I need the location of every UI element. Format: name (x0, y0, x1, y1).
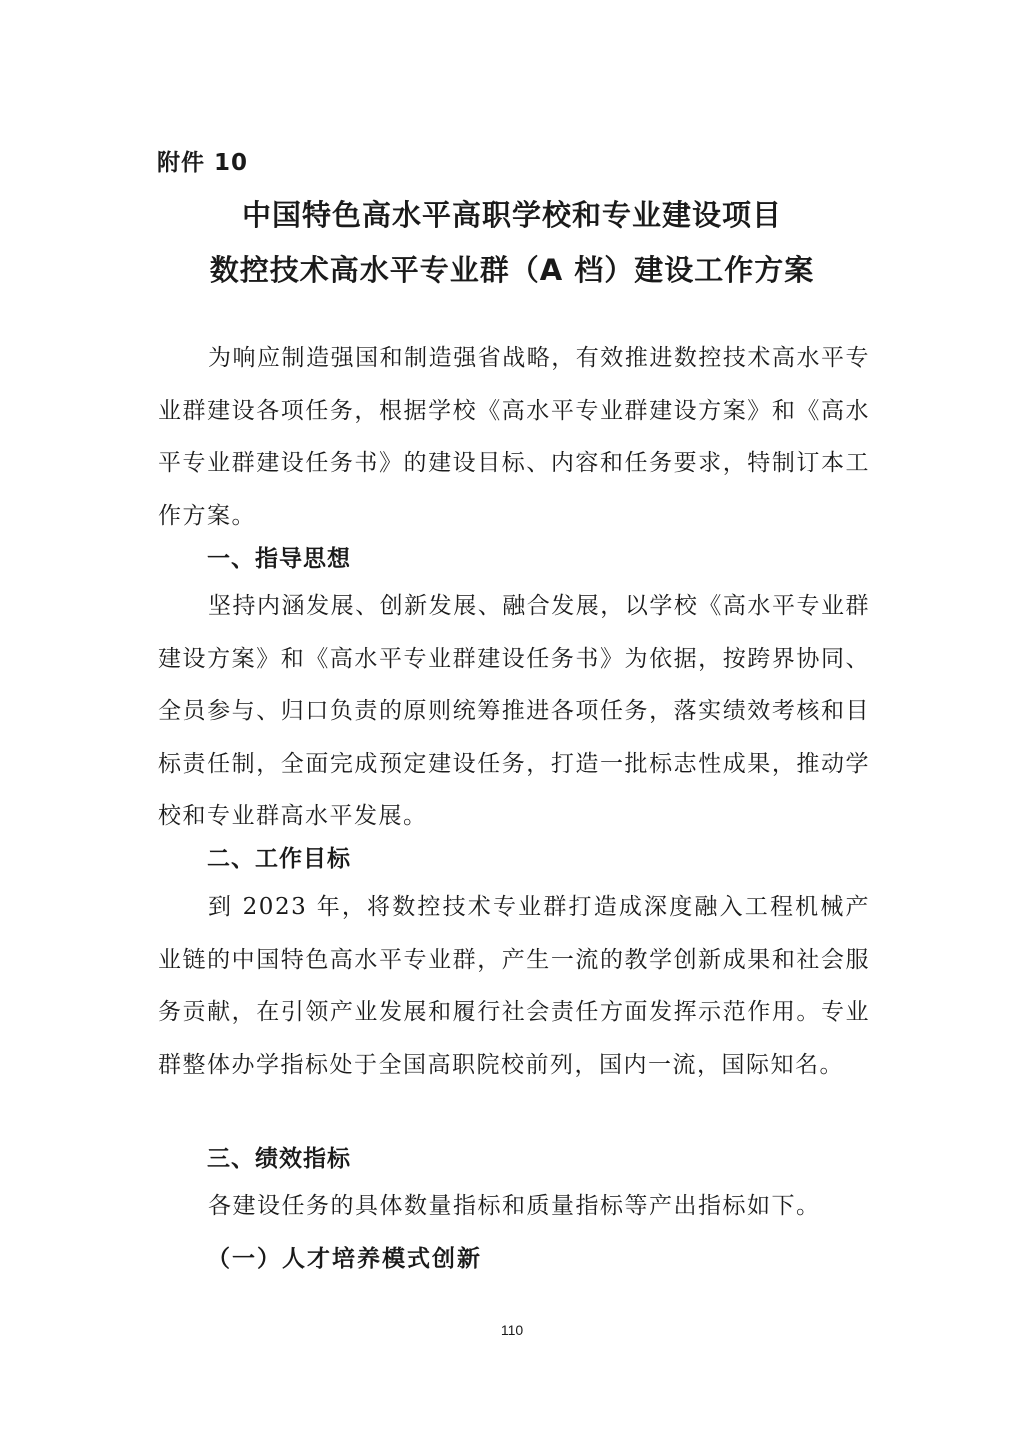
subsection-heading-talent-training: （一）人才培养模式创新 (207, 1245, 482, 1272)
section-heading-work-goals: 二、工作目标 (207, 846, 351, 872)
section-heading-performance-indicators: 三、绩效指标 (207, 1146, 351, 1172)
intro-paragraph: 为响应制造强国和制造强省战略，有效推进数控技术高水平专业群建设各项任务，根据学校《高水平专业群建设方案》和《高水平专业群建设任务书》的建设目标、内容和任务要求，特制订本工作方案。 (158, 345, 870, 529)
section-heading-guiding-ideology: 一、指导思想 (207, 546, 351, 572)
section-body-guiding-ideology: 坚持内涵发展、创新发展、融合发展，以学校《高水平专业群建设方案》和《高水平专业群建设任务书》为依据，按跨界协同、全员参与、归口负责的原则统筹推进各项任务，落实绩效考核和目标责任制，全面完成预定建设任务，打造一批标志性成果，推动学校和专业群高水平发展。 (158, 593, 870, 829)
document-title-line-1: 中国特色高水平高职学校和专业建设项目 (241, 198, 782, 232)
page-number: 110 (500, 1322, 524, 1338)
section-body-performance-indicators: 各建设任务的具体数量指标和质量指标等产出指标如下。 (208, 1193, 821, 1219)
attachment-label: 附件 10 (157, 150, 249, 176)
section-body-work-goals: 到 2023 年，将数控技术专业群打造成深度融入工程机械产业链的中国特色高水平专业群，产生一流的教学创新成果和社会服务贡献，在引领产业发展和履行社会责任方面发挥示范作用。专业群整体办学指标处于全国高职院校前列，国内一流，国际知名。 (158, 894, 870, 1078)
document-title-line-2: 数控技术高水平专业群（A 档）建设工作方案 (209, 253, 815, 287)
